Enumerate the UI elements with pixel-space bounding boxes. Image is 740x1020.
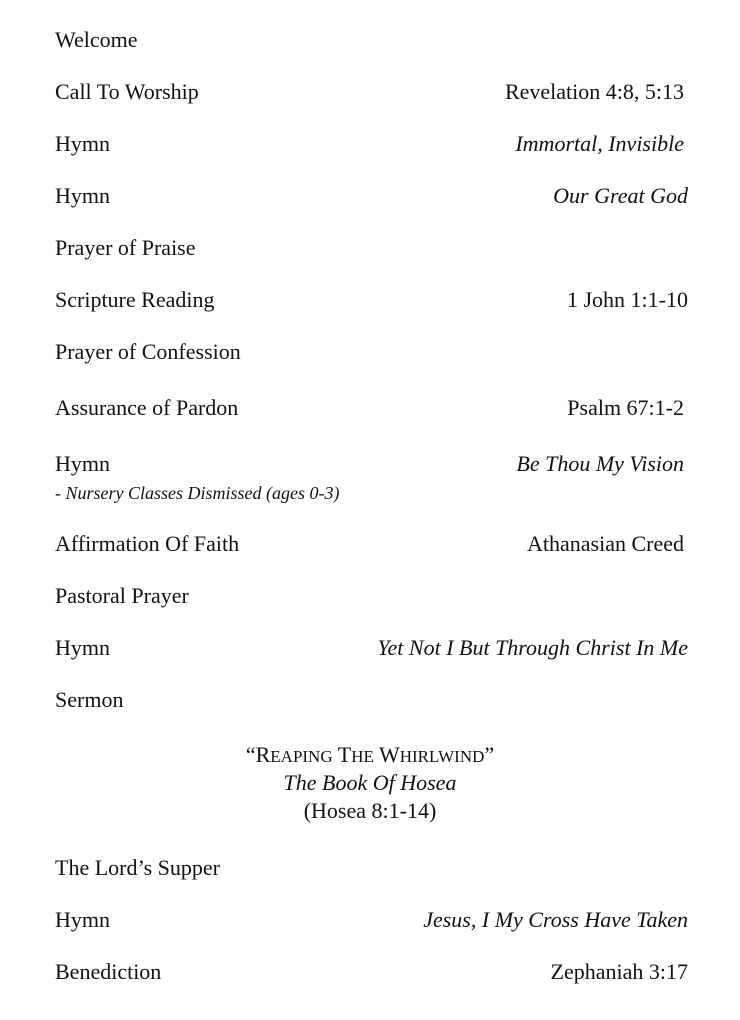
item-label: Benediction xyxy=(55,959,162,984)
item-benediction xyxy=(55,957,688,987)
hymn-title: Our Great God xyxy=(553,183,688,208)
item-lords-supper xyxy=(55,853,688,883)
hymn-title: Be Thou My Vision xyxy=(516,451,684,476)
note-text: Nursery Classes Dismissed (ages 0-3) xyxy=(65,483,340,503)
item-sermon xyxy=(55,685,688,715)
item-label: Call To Worship xyxy=(55,79,199,104)
sermon-passage: (Hosea 8:1-14) xyxy=(303,798,437,823)
item-reference: Revelation 4:8, 5:13 xyxy=(504,79,684,104)
item-label: Hymn xyxy=(55,907,110,932)
item-hymn-1 xyxy=(55,129,688,159)
item-label: Welcome xyxy=(55,27,138,52)
item-label: Prayer of Confession xyxy=(55,339,241,364)
quote-open: “ xyxy=(245,742,256,767)
item-prayer-of-praise xyxy=(55,233,688,263)
item-affirmation-of-faith xyxy=(55,529,688,559)
note-dash: - xyxy=(55,483,66,503)
item-label: Pastoral Prayer xyxy=(55,583,189,608)
item-label: Hymn xyxy=(55,131,110,156)
item-welcome xyxy=(55,25,688,55)
item-reference: Psalm 67:1-2 xyxy=(567,395,684,420)
item-reference: Athanasian Creed xyxy=(527,531,684,556)
item-label: Affirmation Of Faith xyxy=(55,531,240,556)
sermon-series: The Book Of Hosea xyxy=(283,770,457,795)
item-call-to-worship xyxy=(55,77,688,107)
item-assurance-of-pardon xyxy=(55,393,688,423)
hymn-title: Immortal, Invisible xyxy=(515,131,684,156)
item-hymn-2 xyxy=(55,181,688,211)
item-hymn-3 xyxy=(55,449,688,479)
item-scripture-reading xyxy=(55,285,688,315)
item-label: The Lord’s Supper xyxy=(55,855,220,880)
item-label: Prayer of Praise xyxy=(55,235,196,260)
nursery-note xyxy=(55,480,340,506)
item-label: Hymn xyxy=(55,635,110,660)
sermon-title: “REAPING THE WHIRLWIND” xyxy=(245,742,495,767)
item-label: Scripture Reading xyxy=(55,287,215,312)
item-label: Assurance of Pardon xyxy=(55,395,239,420)
hymn-title: Yet Not I But Through Christ In Me xyxy=(377,635,688,660)
item-prayer-of-confession xyxy=(55,337,688,367)
item-label: Hymn xyxy=(55,183,110,208)
item-hymn-5 xyxy=(55,905,688,935)
item-label: Hymn xyxy=(55,451,110,476)
hymn-title: Jesus, I My Cross Have Taken xyxy=(423,907,688,932)
item-pastoral-prayer xyxy=(55,581,688,611)
item-reference: 1 John 1:1-10 xyxy=(567,287,688,312)
item-reference: Zephaniah 3:17 xyxy=(550,959,688,984)
quote-close: ” xyxy=(484,742,495,767)
item-label: Sermon xyxy=(55,687,124,712)
item-hymn-4 xyxy=(55,633,688,663)
